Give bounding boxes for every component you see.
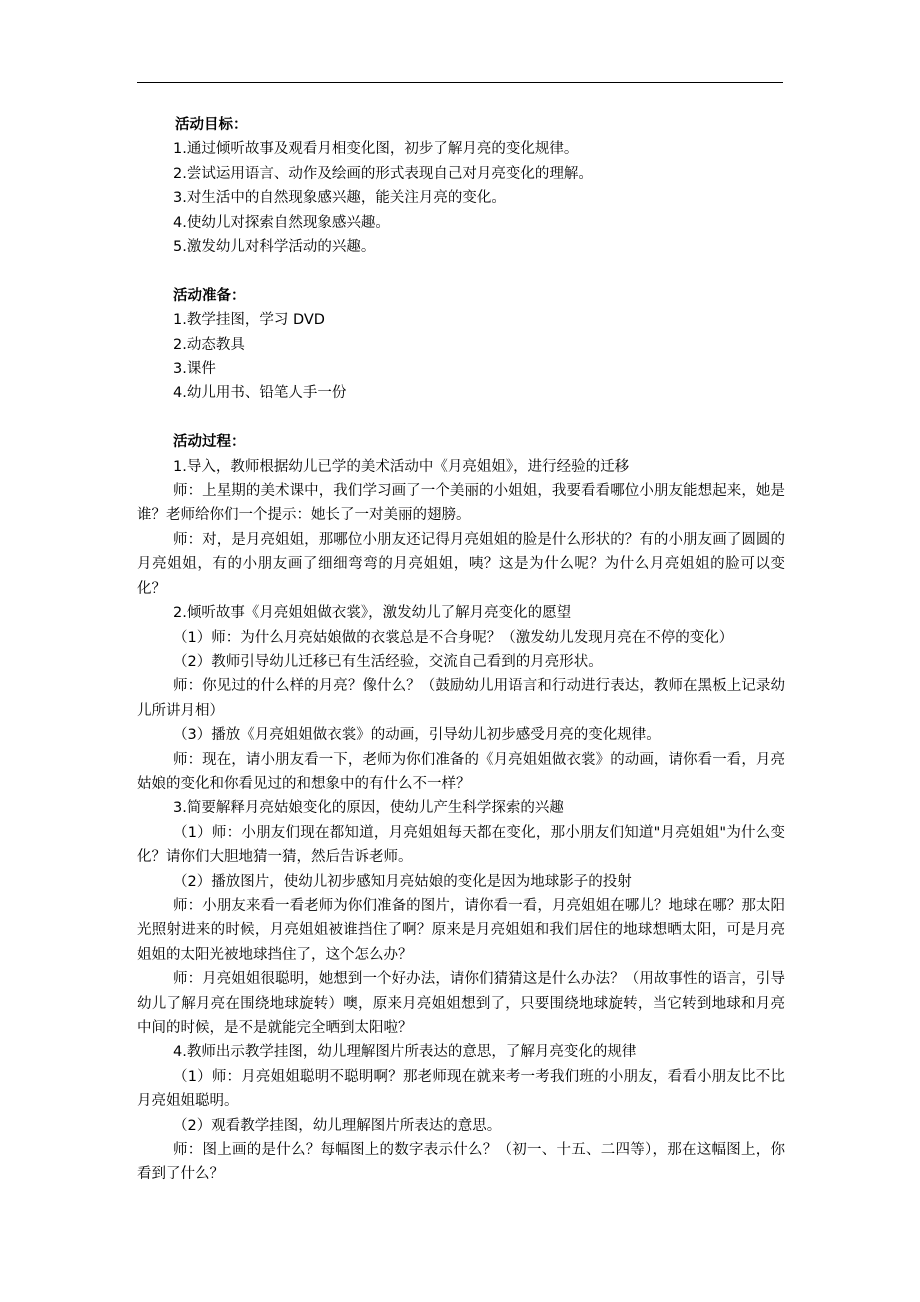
process-paragraph: 师：现在，请小朋友看一下，老师为你们准备的《月亮姐姐做衣裳》的动画，请你看一看，月亮姑娘的变化和你看见过的和想象中的有什么不一样？ [137,751,785,792]
process-section [137,430,785,1187]
process-step-title: 4.教师出示教学挂图，幼儿理解图片所表达的意思，了解月亮变化的规律 [173,1044,637,1061]
process-step-title: 1.导入，教师根据幼儿已学的美术活动中《月亮姐姐》，进行经验的迁移 [173,458,630,475]
process-paragraph: （1）师：月亮姐姐聪明不聪明啊？那老师现在就来考一考我们班的小朋友，看看小朋友比不比月亮姐姐聪明。 [137,1068,785,1110]
preparation-item: 2.动态教具 [173,336,245,353]
goal-item: 5.激发幼儿对科学活动的兴趣。 [173,239,376,256]
goals-heading: 活动目标： [175,117,248,133]
document-body [137,113,785,1187]
process-paragraph: （1）师：为什么月亮姑娘做的衣裳总是不合身呢？（激发幼儿发现月亮在不停的变化） [173,629,734,646]
process-paragraph: 师：小朋友来看一看老师为你们准备的图片，请你看一看，月亮姐姐在哪儿？地球在哪？那太阳光照射进来的时候，月亮姐姐被谁挡住了啊？原来是月亮姐姐和我们居住的地球想晒太阳，可是月亮姐姐的太阳光被地球挡住了，这个怎么办？ [137,897,785,963]
preparation-item: 1.教学挂图，学习 DVD [173,312,325,329]
process-paragraph: 师：对，是月亮姐姐，那哪位小朋友还记得月亮姐姐的脸是什么形状的？有的小朋友画了圆圆的月亮姐姐，有的小朋友画了细细弯弯的月亮姐姐，咦？这是为什么呢？为什么月亮姐姐的脸可以变化？ [137,531,785,597]
goals-section [137,113,785,259]
preparation-item: 3.课件 [173,361,216,378]
section-gap [137,406,785,430]
process-paragraph: （2）教师引导幼儿迁移已有生活经验，交流自己看到的月亮形状。 [173,653,603,670]
process-paragraph: （2）播放图片，使幼儿初步感知月亮姑娘的变化是因为地球影子的投射 [173,873,632,890]
process-paragraph: 师：月亮姐姐很聪明，她想到一个好办法，请你们猜猜这是什么办法？（用故事性的语言，引导幼儿了解月亮在围绕地球旋转）噢，原来月亮姐姐想到了，只要围绕地球旋转，当它转到地球和月亮中间的时候，是不是就能完全晒到太阳啦？ [137,971,785,1036]
goal-item: 2.尝试运用语言、动作及绘画的形式表现自己对月亮变化的理解。 [173,165,593,182]
process-paragraph: 师：上星期的美术课中，我们学习画了一个美丽的小姐姐，我要看看哪位小朋友能想起来，她是谁？老师给你们一个提示：她长了一对美丽的翅膀。 [137,483,785,524]
process-paragraph: （2）观看教学挂图，幼儿理解图片所表达的意思。 [173,1117,502,1134]
process-paragraph: 师：你见过的什么样的月亮？像什么？（鼓励幼儿用语言和行动进行表达，教师在黑板上记录幼儿所讲月相） [137,678,785,719]
process-step-title: 2.倾听故事《月亮姐姐做衣裳》，激发幼儿了解月亮变化的愿望 [173,605,572,622]
process-paragraph: （1）师：小朋友们现在都知道，月亮姐姐每天都在变化，那小朋友们知道"月亮姐姐"为什么变化？请你们大胆地猜一猜，然后告诉老师。 [137,824,785,866]
preparation-item: 4.幼儿用书、铅笔人手一份 [173,385,347,402]
process-step-title: 3.简要解释月亮姑娘变化的原因，使幼儿产生科学探索的兴趣 [173,800,564,817]
process-paragraph: 师：图上画的是什么？每幅图上的数字表示什么？（初一、十五、二四等），那在这幅图上，你看到了什么？ [137,1142,785,1183]
preparation-section [137,284,785,406]
section-gap [137,259,785,283]
process-heading: 活动过程： [173,434,246,451]
preparation-heading: 活动准备： [173,287,246,304]
header-rule [137,82,783,83]
goal-item: 4.使幼儿对探索自然现象感兴趣。 [173,214,390,231]
goal-item: 3.对生活中的自然现象感兴趣，能关注月亮的变化。 [173,190,506,207]
process-paragraph: （3）播放《月亮姐姐做衣裳》的动画，引导幼儿初步感受月亮的变化规律。 [173,727,661,744]
goal-item: 1.通过倾听故事及观看月相变化图，初步了解月亮的变化规律。 [173,141,579,158]
